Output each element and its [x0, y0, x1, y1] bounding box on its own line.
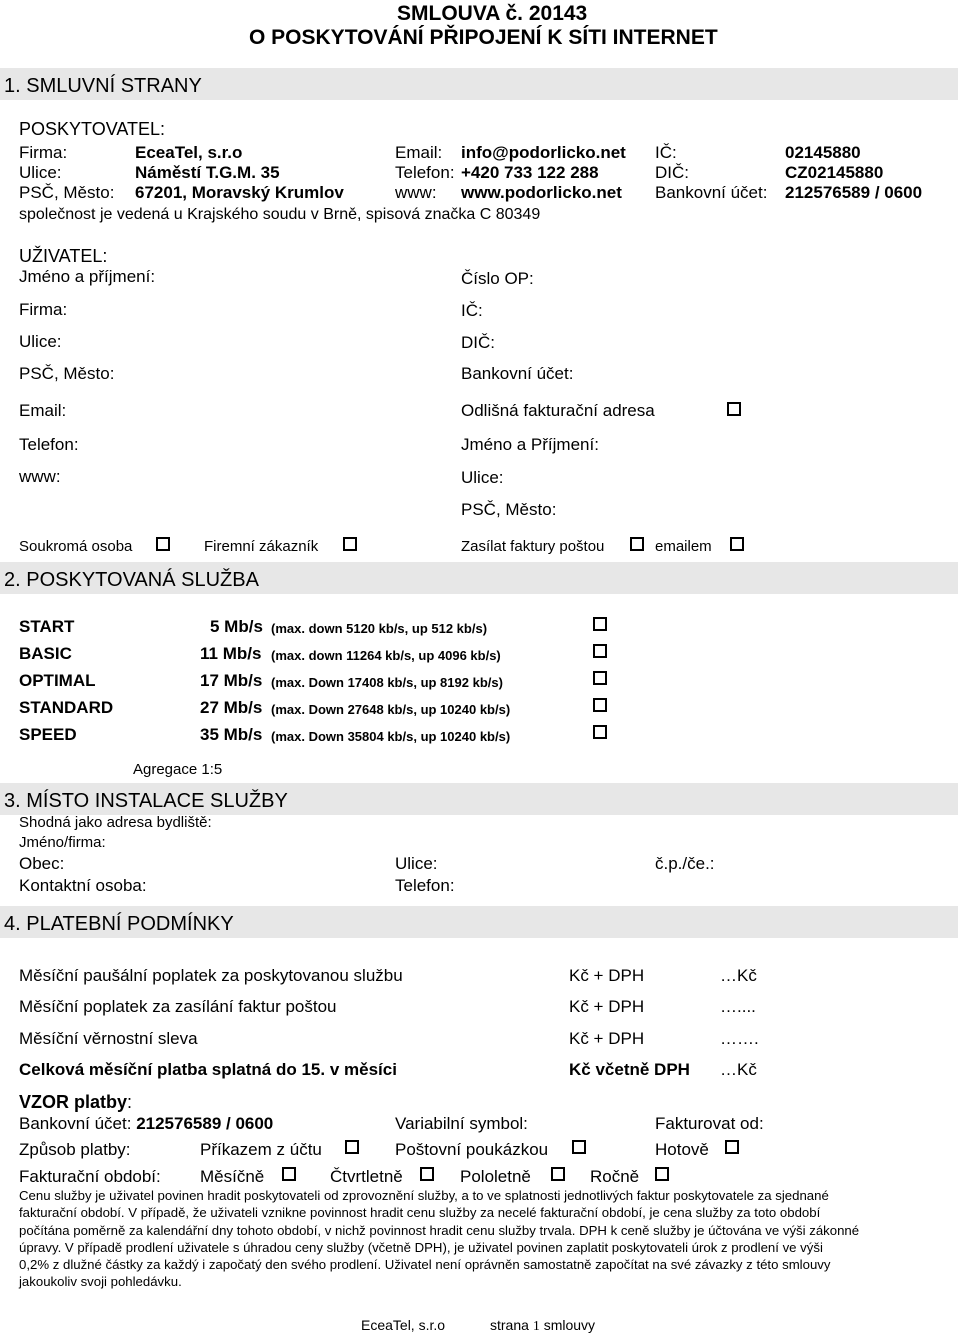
footer-page-prefix: strana: [490, 1317, 533, 1333]
plan-name: OPTIMAL: [19, 671, 96, 690]
user-field-label: IČ:: [461, 301, 483, 320]
footer-page-suffix: smlouvy: [539, 1317, 596, 1333]
halfyear-label: Pololetně: [460, 1167, 531, 1186]
provider-bank-label: Bankovní účet:: [655, 183, 768, 202]
user-field-label: Telefon:: [19, 435, 79, 454]
provider-telefon-label: Telefon:: [395, 163, 455, 182]
provider-psc-value: 67201, Moravský Krumlov: [135, 183, 344, 202]
payment-template-heading: [19, 1093, 132, 1111]
plan-name: STANDARD: [19, 698, 114, 717]
provider-www-value: www.podorlicko.net: [461, 183, 622, 202]
contract-title: SMLOUVA č. 20143: [397, 2, 588, 25]
provider-heading: POSKYTOVATEL:: [19, 119, 166, 139]
legal-text: [19, 1187, 957, 1291]
company-customer-label: Firemní zákazník: [204, 538, 319, 555]
provider-ulice-value: Náměstí T.G.M. 35: [135, 163, 280, 182]
provider-ic-value: 02145880: [785, 143, 861, 162]
registry-note: společnost je vedená u Krajského soudu v Brně, spisová značka C 80349: [19, 206, 541, 223]
fee-value: …....: [720, 997, 756, 1016]
total-unit: Kč včetně DPH: [569, 1060, 690, 1079]
section-4-title: 4. PLATEBNÍ PODMÍNKY: [4, 913, 234, 935]
footer-page-number: 1: [532, 1319, 540, 1334]
alt-billing-label: Odlišná fakturační adresa: [461, 401, 655, 420]
legal-line: Cenu služby je uživatel povinen hradit poskytovateli od zprovoznění služby, a to ve splatnosti jednotlivých faktur poskytovatele za sjednané: [19, 1188, 829, 1203]
plan-checkbox[interactable]: [593, 644, 607, 658]
monthly-checkbox[interactable]: [282, 1167, 296, 1181]
payment-template-title: VZOR platby: [19, 1092, 128, 1112]
user-heading: UŽIVATEL:: [19, 246, 108, 266]
total-label: Celková měsíční platba splatná do 15. v měsíci: [19, 1060, 397, 1079]
provider-ulice-label: Ulice:: [19, 163, 62, 182]
user-field-label: Jméno a Příjmení:: [461, 435, 599, 454]
fee-label: Měsíční věrnostní sleva: [19, 1029, 198, 1048]
quarterly-checkbox[interactable]: [420, 1167, 434, 1181]
plan-checkbox[interactable]: [593, 698, 607, 712]
plan-speed: 17 Mb/s: [200, 671, 263, 690]
provider-firma-value: EceaTel, s.r.o: [135, 143, 243, 162]
user-field-label: PSČ, Město:: [19, 364, 115, 383]
plan-checkbox[interactable]: [593, 671, 607, 685]
invoice-by-post-checkbox[interactable]: [630, 537, 644, 551]
user-field-label: www:: [19, 467, 61, 486]
billing-period-label: Fakturační období:: [19, 1167, 161, 1186]
postal-order-checkbox[interactable]: [572, 1140, 586, 1154]
provider-psc-label: PSČ, Město:: [19, 183, 115, 202]
section-2-title: 2. POSKYTOVANÁ SLUŽBA: [4, 569, 259, 591]
user-field-label: DIČ:: [461, 333, 495, 352]
cash-label: Hotově: [655, 1140, 709, 1159]
bank-order-label: Příkazem z účtu: [200, 1140, 322, 1159]
company-customer-checkbox[interactable]: [343, 537, 357, 551]
bank-order-checkbox[interactable]: [345, 1140, 359, 1154]
private-person-checkbox[interactable]: [156, 537, 170, 551]
plan-detail: (max. Down 27648 kb/s, up 10240 kb/s): [271, 702, 511, 717]
private-person-label: Soukromá osoba: [19, 538, 133, 555]
user-field-label: PSČ, Město:: [461, 500, 557, 519]
plan-speed: 11 Mb/s: [200, 644, 262, 663]
user-field-label: Firma:: [19, 300, 68, 319]
provider-email-label: Email:: [395, 143, 443, 162]
fee-label: Měsíční paušální poplatek za poskytovanou službu: [19, 966, 403, 985]
alt-billing-checkbox[interactable]: [727, 402, 741, 416]
plan-name: BASIC: [19, 644, 72, 663]
legal-line: úpravy. V případě prodlení uživatele s úhradou ceny služby (včetně DPH), je uživatel povinen zaplatit poskytovateli úrok z prodlení ve výši: [19, 1239, 823, 1255]
plan-speed: 27 Mb/s: [200, 698, 263, 717]
provider-bank-value: 212576589 / 0600: [785, 183, 923, 202]
legal-line: jakoukoliv svoji pohledávku.: [19, 1274, 182, 1290]
fee-value: …Kč: [720, 966, 757, 985]
plan-detail: (max. down 5120 kb/s, up 512 kb/s): [271, 621, 488, 636]
cp-label: č.p./če.:: [655, 854, 715, 873]
provider-telefon-value: +420 733 122 288: [461, 163, 599, 182]
provider-www-label: www:: [395, 183, 437, 202]
payment-bank-label: Bankovní účet:: [19, 1114, 137, 1133]
obec-label: Obec:: [19, 854, 65, 873]
plan-detail: (max. Down 35804 kb/s, up 10240 kb/s): [271, 729, 511, 744]
total-value: …Kč: [720, 1060, 757, 1079]
provider-ic-label: IČ:: [655, 143, 677, 162]
plan-speed: 35 Mb/s: [200, 725, 263, 744]
section-3-title: 3. MÍSTO INSTALACE SLUŽBY: [4, 790, 288, 812]
install-ulice-label: Ulice:: [395, 854, 438, 873]
legal-line: 0,2% z dlužné částky za každý i započatý den svého prodlení. Uživatel není oprávněn samostatně započítat na své závazky z této smlouvy: [19, 1257, 831, 1273]
user-field-label: Ulice:: [19, 332, 62, 351]
provider-email-value: info@podorlicko.net: [461, 143, 626, 162]
contact-person-label: Kontaktní osoba:: [19, 876, 147, 895]
plan-checkbox[interactable]: [593, 725, 607, 739]
user-field-label: Číslo OP:: [461, 269, 534, 288]
yearly-checkbox[interactable]: [655, 1167, 669, 1181]
yearly-label: Ročně: [590, 1167, 640, 1186]
fee-unit: Kč + DPH: [569, 997, 645, 1016]
section-1-title: 1. SMLUVNÍ STRANY: [4, 75, 202, 97]
invoice-by-post-label: Zasílat faktury poštou: [461, 538, 605, 555]
contract-subtitle: O POSKYTOVÁNÍ PŘIPOJENÍ K SÍTI INTERNET: [249, 26, 718, 49]
variable-symbol-label: Variabilní symbol:: [395, 1114, 528, 1133]
invoice-by-email-label: emailem: [655, 538, 712, 555]
payment-template-colon: :: [127, 1092, 133, 1112]
user-field-label: Bankovní účet:: [461, 364, 574, 383]
plan-name: SPEED: [19, 725, 77, 744]
legal-line: počítána poměrně za kalendářní dny tohoto období, v nichž povinnost hradit cenu služby trvala. DPH k ceně služby je účtována ve výši zákonné: [19, 1222, 860, 1238]
provider-firma-label: Firma:: [19, 143, 68, 162]
name-firm-label: Jméno/firma:: [19, 834, 106, 851]
fee-unit: Kč + DPH: [569, 1029, 645, 1048]
legal-line: fakturační období. V případě, že uživateli vznikne povinnost hradit cenu služby za necelé fakturační období, je cena služby za toto období: [19, 1205, 821, 1221]
invoice-by-email-checkbox[interactable]: [730, 537, 744, 551]
user-field-label: Email:: [19, 401, 67, 420]
halfyear-checkbox[interactable]: [551, 1167, 565, 1181]
user-field-label: Ulice:: [461, 468, 504, 487]
plan-detail: (max. Down 17408 kb/s, up 8192 kb/s): [271, 675, 503, 690]
provider-dic-value: CZ02145880: [785, 163, 884, 182]
footer-page: [490, 1318, 595, 1334]
user-field-label: Jméno a příjmení:: [19, 267, 156, 286]
plan-name: START: [19, 617, 75, 636]
fee-unit: Kč + DPH: [569, 966, 645, 985]
invoice-from-label: Fakturovat od:: [655, 1114, 764, 1133]
plan-checkbox[interactable]: [593, 617, 607, 631]
payment-bank: [19, 1115, 273, 1132]
fee-value: …….: [720, 1029, 759, 1048]
footer-company: EceaTel, s.r.o: [361, 1317, 446, 1333]
plan-speed: 5 Mb/s: [210, 617, 263, 636]
fee-label: Měsíční poplatek za zasílání faktur poštou: [19, 997, 337, 1016]
quarterly-label: Čtvrtletně: [330, 1167, 403, 1186]
postal-order-label: Poštovní poukázkou: [395, 1140, 549, 1159]
same-address-label: Shodná jako adresa bydliště:: [19, 814, 212, 831]
monthly-label: Měsíčně: [200, 1167, 265, 1186]
payment-bank-value: 212576589 / 0600: [136, 1114, 274, 1133]
plan-detail: (max. down 11264 kb/s, up 4096 kb/s): [271, 648, 501, 663]
install-telefon-label: Telefon:: [395, 876, 455, 895]
payment-method-label: Způsob platby:: [19, 1140, 131, 1159]
provider-dic-label: DIČ:: [655, 163, 689, 182]
aggregation-note: Agregace 1:5: [133, 761, 223, 778]
cash-checkbox[interactable]: [725, 1140, 739, 1154]
